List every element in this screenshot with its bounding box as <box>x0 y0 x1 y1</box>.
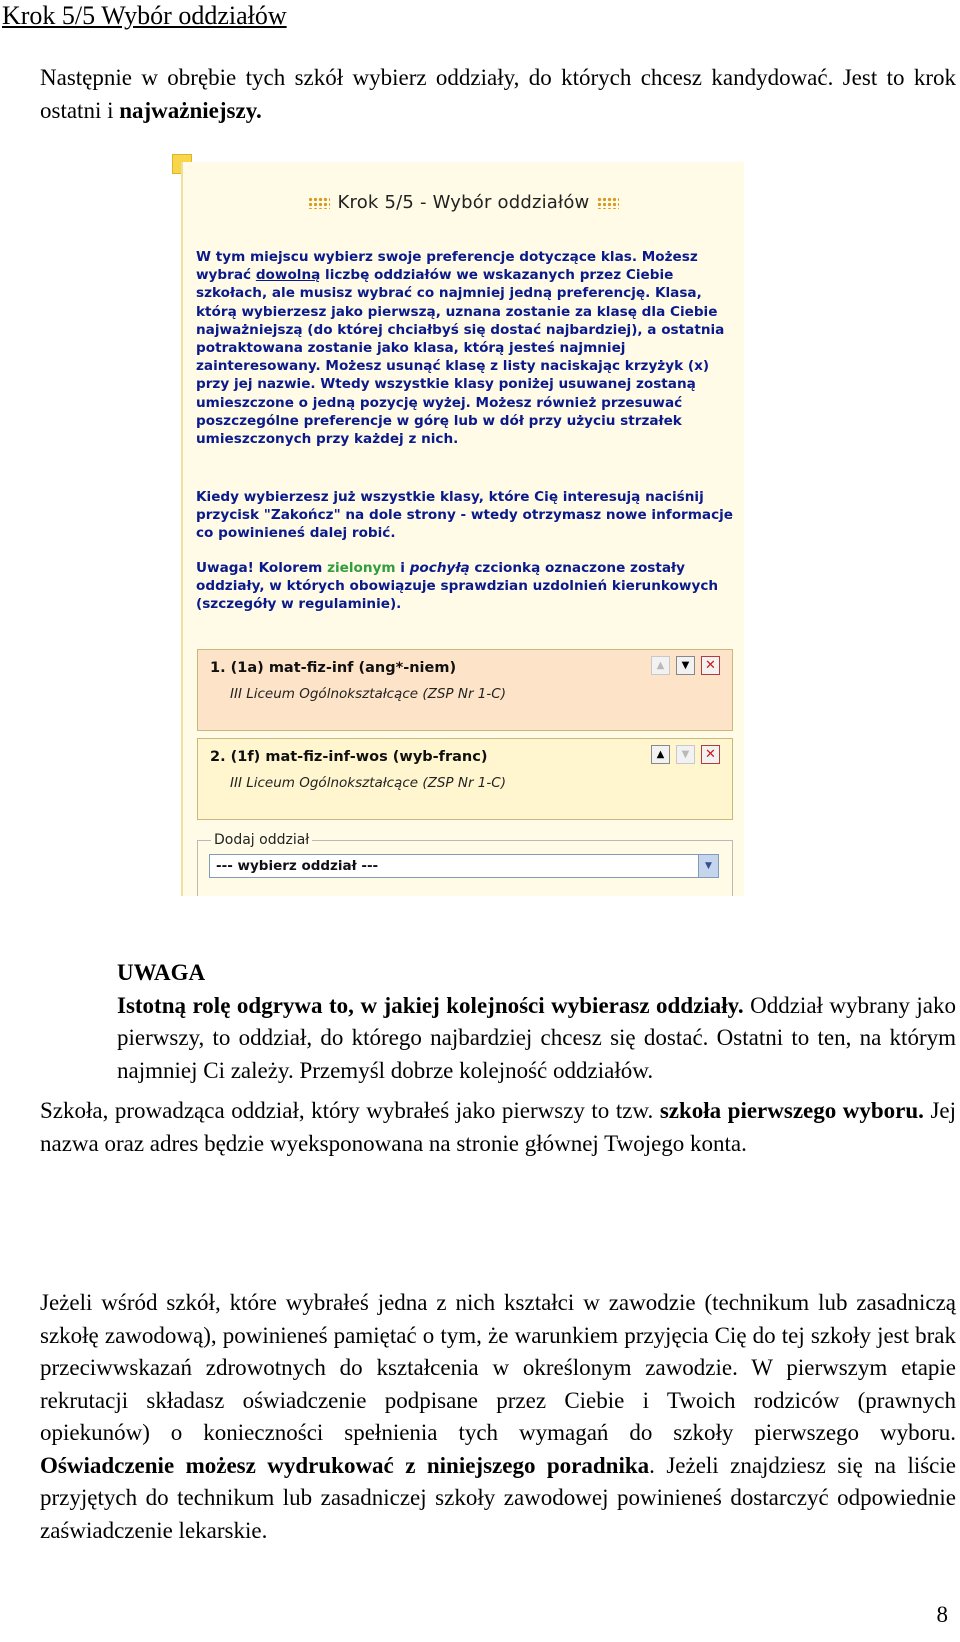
add-branch-legend: Dodaj oddział <box>211 832 312 848</box>
intro-bold: najważniejszy. <box>119 97 262 123</box>
dots-icon <box>308 197 330 209</box>
preference-controls <box>651 745 720 764</box>
screenshot-instructions: W tym miejscu wybierz swoje preferencje dotyczące klas. Możesz wybrać dowolną liczbę oddziałów we wskazanych przez Ciebie szkołach, ale musisz wybrać co najmniej jedną preferencję. Klasa, którą wybierzesz jako pierwszą, uznana zostanie za klasę dla Ciebie najważniejszą (do której chciałbyś się dostać najbardziej), a ostatnia potraktowana zostanie jako klasa, którą jesteś najmniej zainteresowany. Możesz usunąć klasę z listy naciskając krzyżyk (x) przy jej nazwie. Wtedy wszystkie klasy poniżej usuwanej zostaną umieszczone o jedną pozycję wyżej. Możesz również przesuwać poszczególne preferencje w górę lub w dół przy użyciu strzałek umieszczonych przy każdej z nich. <box>196 249 725 448</box>
move-down-icon[interactable]: ▼ <box>676 745 695 764</box>
remove-icon[interactable]: ✕ <box>701 745 720 764</box>
first-choice-paragraph: Szkoła, prowadząca oddział, który wybrałeś jako pierwszy to tzw. szkoła pierwszego wyboru. Jej nazwa oraz adres będzie wyeksponowana na stronie głównej Twojego konta. <box>40 1098 956 1156</box>
preference-item <box>197 649 733 731</box>
preference-controls <box>651 656 720 675</box>
uwaga-text: Oddział wybrany jako pierwszy, to oddział, do którego najbardziej chcesz się dostać. Ostatni to ten, na którym najmniej Ci zależy. Przemyśl dobrze kolejność oddziałów. <box>117 992 957 1083</box>
move-up-icon[interactable]: ▲ <box>651 656 670 675</box>
move-up-icon[interactable]: ▲ <box>651 745 670 764</box>
uwaga-bold: Istotną rolę odgrywa to, w jakiej kolejności wybierasz oddziały. <box>117 992 744 1018</box>
uwaga-block <box>117 957 956 1087</box>
preference-title: 1. (1a) mat-fiz-inf (ang*-niem) <box>210 660 457 676</box>
preference-school: III Liceum Ogólnokształcące (ZSP Nr 1-C) <box>230 775 506 791</box>
intro-paragraph <box>40 62 956 127</box>
chevron-down-icon[interactable]: ▼ <box>698 855 718 877</box>
embedded-screenshot <box>181 162 744 896</box>
preference-item <box>197 738 733 820</box>
dowolna-link[interactable]: dowolną <box>255 267 321 284</box>
move-down-icon[interactable]: ▼ <box>676 656 695 675</box>
branch-select[interactable]: --- wybierz oddział --- ▼ <box>209 854 719 878</box>
preference-school: III Liceum Ogólnokształcące (ZSP Nr 1-C) <box>230 686 506 702</box>
remove-icon[interactable]: ✕ <box>701 656 720 675</box>
screenshot-title: Krok 5/5 - Wybór oddziałów <box>183 192 744 213</box>
uwaga-title: UWAGA <box>117 960 206 985</box>
page-number: 8 <box>936 1602 948 1627</box>
page-heading: Krok 5/5 Wybór oddziałów <box>2 1 287 30</box>
preference-title: 2. (1f) mat-fiz-inf-wos (wyb-franc) <box>210 749 488 765</box>
intro-text: Następnie w obrębie tych szkół wybierz oddziały, do których chcesz kandydować. Jest to krok ostatni i <box>40 65 956 123</box>
dots-icon <box>597 197 619 209</box>
screenshot-warning: Uwaga! Kolorem zielonym i pochyłą czcionką oznaczone zostały oddziały, w których obowiązuje sprawdzian uzdolnień kierunkowych (szczegóły w regulaminie). <box>196 560 719 613</box>
screenshot-finish-note: Kiedy wybierzesz już wszystkie klasy, które Cię interesują naciśnij przycisk "Zakończ" na dole strony - wtedy otrzymasz nowe informacje co powinieneś dalej robić. <box>196 489 734 542</box>
vocational-paragraph: Jeżeli wśród szkół, które wybrałeś jedna z nich kształci w zawodzie (technikum lub zasadniczą szkołę zawodową), powinieneś pamiętać o tym, że warunkiem przyjęcia Cię do tej szkoły jest brak przeciwwskazań zdrowotnych do kształcenia w określonym zawodzie. W pierwszym etapie rekrutacji składasz oświadczenie podpisane przez Ciebie i Twoich rodziców (prawnych opiekunów) o konieczności spełnienia tych wymagań do szkoły pierwszego wyboru. Oświadczenie możesz wydrukować z niniejszego poradnika. Jeżeli znajdziesz się na liście przyjętych do technikum lub zasadniczej szkoły zawodowej powinieneś dostarczyć odpowiednie zaświadczenie lekarskie. <box>40 1290 956 1543</box>
